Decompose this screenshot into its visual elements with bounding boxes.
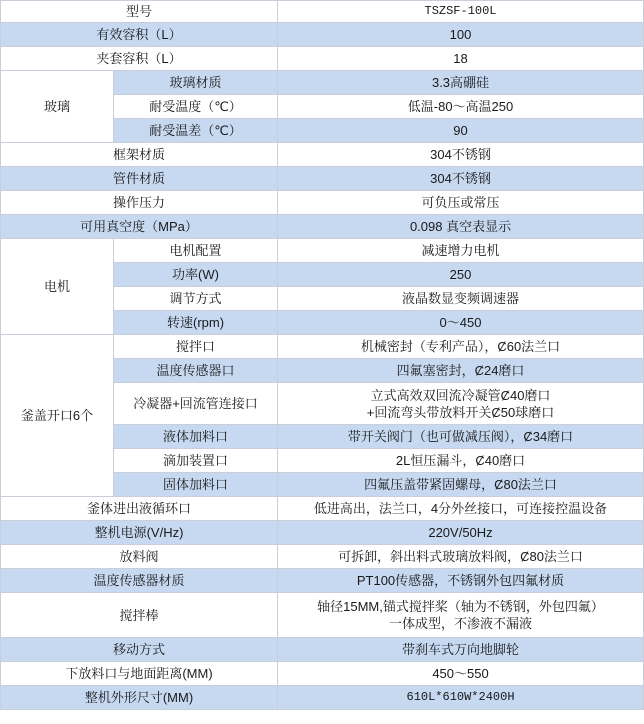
table-row bbox=[1, 239, 644, 263]
spec-value: 220V/50Hz bbox=[278, 521, 644, 545]
spec-value: 0.098 真空表显示 bbox=[278, 215, 644, 239]
table-row bbox=[1, 545, 644, 569]
spec-value: 304不锈钢 bbox=[278, 167, 644, 191]
spec-value: 100 bbox=[278, 23, 644, 47]
spec-value: 带开关阀门（也可做减压阀），Ȼ34磨口 bbox=[278, 425, 644, 449]
spec-value bbox=[278, 593, 644, 638]
spec-label: 搅拌棒 bbox=[1, 593, 278, 638]
table-row bbox=[1, 521, 644, 545]
table-row bbox=[1, 191, 644, 215]
spec-value: 450～550 bbox=[278, 662, 644, 686]
spec-label: 型号 bbox=[1, 1, 278, 23]
spec-value-line: 立式高效双回流冷凝管Ȼ40磨口 bbox=[370, 387, 551, 403]
spec-label: 冷凝器+回流管连接口 bbox=[114, 383, 278, 425]
spec-value: 可拆卸，斜出料式玻璃放料阀，Ȼ80法兰口 bbox=[278, 545, 644, 569]
spec-value: 四氟塞密封，Ȼ24磨口 bbox=[278, 359, 644, 383]
spec-label: 耐受温差（℃） bbox=[114, 119, 278, 143]
table-row bbox=[1, 47, 644, 71]
spec-value: PT100传感器，不锈钢外包四氟材质 bbox=[278, 569, 644, 593]
table-row bbox=[1, 662, 644, 686]
spec-value: 减速增力电机 bbox=[278, 239, 644, 263]
spec-label: 夹套容积（L） bbox=[1, 47, 278, 71]
spec-label: 整机电源(V/Hz) bbox=[1, 521, 278, 545]
spec-label: 下放料口与地面距离(MM) bbox=[1, 662, 278, 686]
spec-label: 功率(W) bbox=[114, 263, 278, 287]
spec-value: 机械密封（专利产品），Ȼ60法兰口 bbox=[278, 335, 644, 359]
spec-value: 带刹车式万向地脚轮 bbox=[278, 638, 644, 662]
spec-value: 液晶数显变频调速器 bbox=[278, 287, 644, 311]
spec-value: TSZSF-100L bbox=[278, 1, 644, 23]
table-row bbox=[1, 686, 644, 710]
table-row bbox=[1, 71, 644, 95]
spec-value-line: 轴径15MM,锚式搅拌桨（轴为不锈钢，外包四氟） bbox=[317, 599, 604, 614]
spec-label: 有效容积（L） bbox=[1, 23, 278, 47]
table-row bbox=[1, 1, 644, 23]
table-row bbox=[1, 335, 644, 359]
spec-label: 滴加装置口 bbox=[114, 449, 278, 473]
spec-label: 框架材质 bbox=[1, 143, 278, 167]
spec-label: 可用真空度（MPa） bbox=[1, 215, 278, 239]
spec-value: 250 bbox=[278, 263, 644, 287]
spec-label: 管件材质 bbox=[1, 167, 278, 191]
table-row bbox=[1, 215, 644, 239]
spec-value-line: +回流弯头带放料开关Ȼ50球磨口 bbox=[366, 404, 555, 420]
spec-value-line: 一体成型，不渗液不漏液 bbox=[389, 616, 533, 631]
table-row bbox=[1, 497, 644, 521]
table-row bbox=[1, 143, 644, 167]
spec-label: 转速(rpm) bbox=[114, 311, 278, 335]
spec-label: 温度传感器口 bbox=[114, 359, 278, 383]
spec-value: 304不锈钢 bbox=[278, 143, 644, 167]
spec-label: 操作压力 bbox=[1, 191, 278, 215]
spec-label: 釜体进出液循环口 bbox=[1, 497, 278, 521]
spec-label: 放料阀 bbox=[1, 545, 278, 569]
group-label: 釜盖开口6个 bbox=[1, 335, 114, 497]
spec-label: 移动方式 bbox=[1, 638, 278, 662]
spec-label: 搅拌口 bbox=[114, 335, 278, 359]
table-row bbox=[1, 569, 644, 593]
group-label: 玻璃 bbox=[1, 71, 114, 143]
spec-value: 0～450 bbox=[278, 311, 644, 335]
spec-label: 耐受温度（℃） bbox=[114, 95, 278, 119]
spec-label: 调节方式 bbox=[114, 287, 278, 311]
table-row bbox=[1, 167, 644, 191]
spec-label: 玻璃材质 bbox=[114, 71, 278, 95]
spec-value: 可负压或常压 bbox=[278, 191, 644, 215]
spec-value: 3.3高硼硅 bbox=[278, 71, 644, 95]
spec-value: 90 bbox=[278, 119, 644, 143]
spec-label: 温度传感器材质 bbox=[1, 569, 278, 593]
table-row bbox=[1, 23, 644, 47]
spec-label: 电机配置 bbox=[114, 239, 278, 263]
spec-value: 低温-80～高温250 bbox=[278, 95, 644, 119]
spec-label: 整机外形尺寸(MM) bbox=[1, 686, 278, 710]
table-row bbox=[1, 638, 644, 662]
spec-value: 四氟压盖带紧固螺母，Ȼ80法兰口 bbox=[278, 473, 644, 497]
table-row bbox=[1, 593, 644, 638]
spec-label: 固体加料口 bbox=[114, 473, 278, 497]
spec-value bbox=[278, 383, 644, 425]
spec-value: 2L恒压漏斗，Ȼ40磨口 bbox=[278, 449, 644, 473]
spec-value: 610L*610W*2400H bbox=[278, 686, 644, 710]
group-label: 电机 bbox=[1, 239, 114, 335]
spec-value: 低进高出，法兰口，4分外丝接口，可连接控温设备 bbox=[278, 497, 644, 521]
spec-label: 液体加料口 bbox=[114, 425, 278, 449]
spec-value: 18 bbox=[278, 47, 644, 71]
